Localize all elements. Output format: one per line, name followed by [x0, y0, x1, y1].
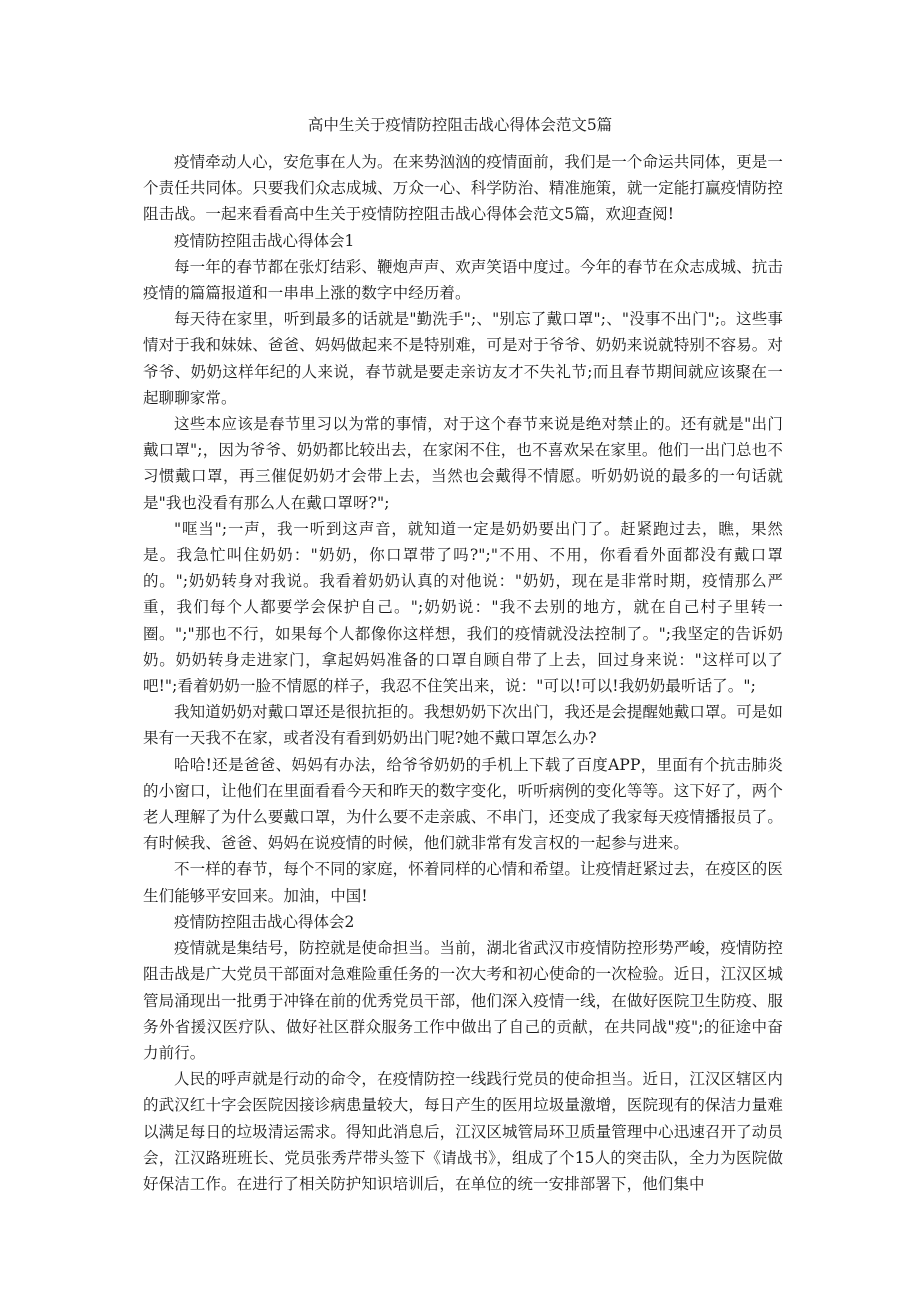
- paragraph: 每天待在家里，听到最多的话就是"勤洗手";、"别忘了戴口罩";、"没事不出门";。这些事情对于我和妹妹、爸爸、妈妈做起来不是特别难，可是对于爷爷、奶奶来说就特别不容易。对爷爷、奶奶这样年纪的人来说，春节就是要走亲访友才不失礼节;而且春节期间就应该聚在一起聊聊家常。: [143, 310, 783, 407]
- paragraph: 这些本应该是春节里习以为常的事情，对于这个春节来说是绝对禁止的。还有就是"出门戴口罩";，因为爷爷、奶奶都比较出去，在家闲不住，也不喜欢呆在家里。他们一出门总也不习惯戴口罩，再三催促奶奶才会带上去，当然也会戴得不情愿。听奶奶说的最多的一句话就是"我也没看有那么人在戴口罩呀?";: [143, 415, 783, 512]
- paragraph: 哈哈!还是爸爸、妈妈有办法，给爷爷奶奶的手机上下载了百度APP，里面有个抗击肺炎的小窗口，让他们在里面看看今天和昨天的数字变化，听听病例的变化等等。这下好了，两个老人理解了为什么要戴口罩，为什么要不走亲戚、不串门，还变成了我家每天疫情播报员了。有时候我、爸爸、妈妈在说疫情的时候，他们就非常有发言权的一起参与进来。: [143, 755, 783, 853]
- paragraph: 我知道奶奶对戴口罩还是很抗拒的。我想奶奶下次出门，我还是会提醒她戴口罩。可是如果有一天我不在家，或者没有看到奶奶出门呢?她不戴口罩怎么办?: [143, 703, 783, 748]
- page-title: 高中生关于疫情防控阻击战心得体会范文5篇: [307, 116, 613, 134]
- paragraph: 疫情就是集结号，防控就是使命担当。当前，湖北省武汉市疫情防控形势严峻，疫情防控阻击战是广大党员干部面对急难险重任务的一次大考和初心使命的一次检验。近日，江汉区城管局涌现出一批勇于冲锋在前的优秀党员干部，他们深入疫情一线，在做好医院卫生防疫、服务外省援汉医疗队、做好社区群众服务工作中做出了自己的贡献，在共同战"疫";的征途中奋力前行。: [143, 939, 783, 1062]
- paragraph: 人民的呼声就是行动的命令，在疫情防控一线践行党员的使命担当。近日，江汉区辖区内的武汉红十字会医院因接诊病患量较大，每日产生的医用垃圾量激增，医院现有的保洁力量难以满足每日的垃圾清运需求。得知此消息后，江汉区城管局环卫质量管理中心迅速召开了动员会，江汉路班班长、党员张秀芹带头签下《请战书》，组成了个15人的突击队，全力为医院做好保洁工作。在进行了相关防护知识培训后，在单位的统一安排部署下，他们集中: [143, 1070, 783, 1193]
- paragraph: "哐当";一声，我一听到这声音，就知道一定是奶奶要出门了。赶紧跑过去，瞧，果然是。我急忙叫住奶奶："奶奶，你口罩带了吗?";"不用、不用，你看看外面都没有戴口罩的。";奶奶转身对我说。我看着奶奶认真的对他说："奶奶，现在是非常时期，疫情那么严重，我们每个人都要学会保护自己。";奶奶说："我不去别的地方，就在自己村子里转一圈。";"那也不行，如果每个人都像你这样想，我们的疫情就没法控制了。";我坚定的告诉奶奶。奶奶转身走进家门，拿起妈妈准备的口罩自顾自带了上去，回过身来说："这样可以了吧!";看着奶奶一脸不情愿的样子，我忍不住笑出来，说："可以!可以!我奶奶最听话了。";: [143, 519, 783, 696]
- section-heading-2: 疫情防控阻击战心得体会2: [174, 912, 355, 931]
- paragraph: 每一年的春节都在张灯结彩、鞭炮声声、欢声笑语中度过。今年的春节在众志成城、抗击疫情的篇篇报道和一串串上涨的数字中经历着。: [143, 257, 783, 303]
- document-body: [143, 149, 783, 1197]
- paragraph-intro: 疫情牵动人心，安危事在人为。在来势汹汹的疫情面前，我们是一个命运共同体，更是一个责任共同体。只要我们众志成城、万众一心、科学防治、精准施策，就一定能打赢疫情防控阻击战。一起来看看高中生关于疫情防控阻击战心得体会范文5篇，欢迎查阅!: [143, 153, 783, 224]
- section-heading-1: 疫情防控阻击战心得体会1: [174, 231, 355, 250]
- paragraph: 不一样的春节，每个不同的家庭，怀着同样的心情和希望。让疫情赶紧过去，在疫区的医生们能够平安回来。加油，中国!: [143, 860, 783, 905]
